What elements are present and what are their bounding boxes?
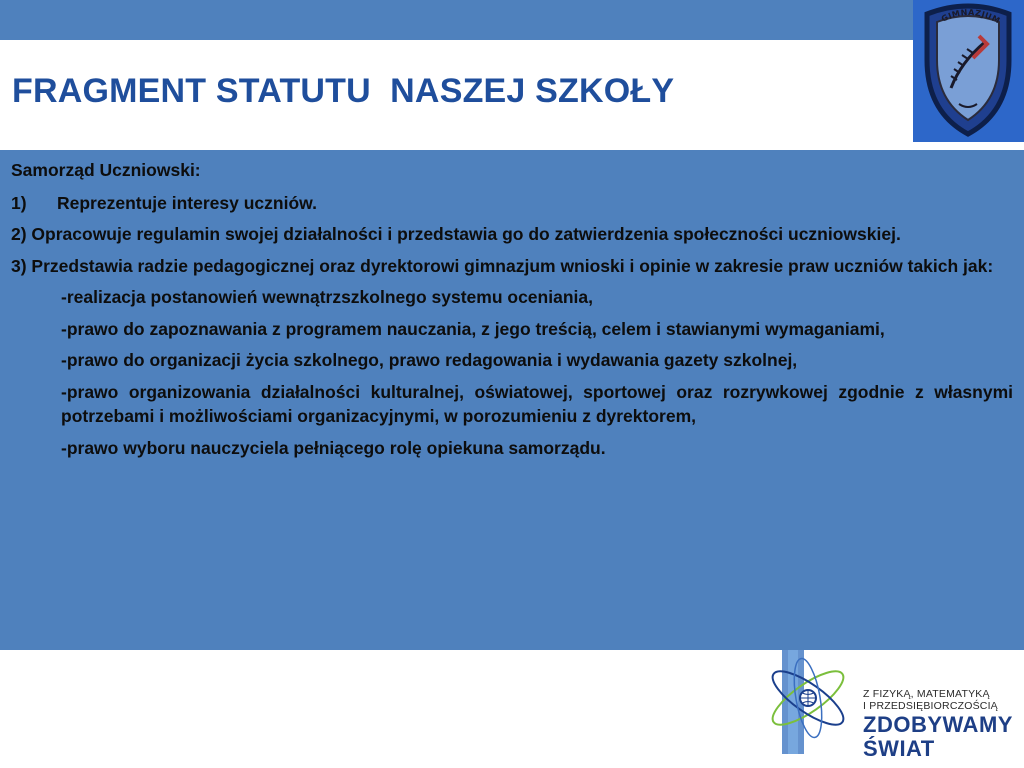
crest-image: [913, 0, 1024, 142]
logo-line-3: ZDOBYWAMY: [863, 712, 1013, 737]
point-2: 2) Opracowuje regulamin swojej działalności i przedstawia go do zatwierdzenia społeczności uczniowskiej.: [11, 224, 901, 244]
rights-item: -prawo do zapoznawania z programem nauczania, z jego treścią, celem i stawianymi wymaganiami,: [61, 318, 885, 339]
school-crest: [913, 0, 1024, 142]
rights-item: -realizacja postanowień wewnątrzszkolnego systemu oceniania,: [61, 287, 593, 307]
logo-line-1: Z FIZYKĄ, MATEMATYKĄ: [863, 688, 990, 700]
rights-list: [11, 285, 1013, 460]
statute-content: [11, 158, 1013, 467]
rights-item: -prawo wyboru nauczyciela pełniącego rolę opiekuna samorządu.: [61, 437, 606, 458]
top-band: [0, 0, 1024, 40]
project-logo: [768, 648, 1024, 768]
point-1-text: Reprezentuje interesy uczniów.: [57, 192, 317, 213]
rights-item: -prawo do organizacji życia szkolnego, prawo redagowania i wydawania gazety szkolnej,: [61, 350, 798, 370]
logo-line-2: I PRZEDSIĘBIORCZOŚCIĄ: [863, 700, 998, 712]
rights-item: -prawo organizowania działalności kulturalnej, oświatowej, sportowej oraz rozrywkowej zgodnie z własnymi potrzebami i możliwościami organizacyjnymi, w porozumieniu z dyrektorem,: [61, 381, 1013, 426]
point-1: [11, 191, 1013, 216]
point-3: 3) Przedstawia radzie pedagogicznej oraz dyrektorowi gimnazjum wnioski i opinie w zakresie praw uczniów takich jak:: [11, 255, 994, 276]
section-heading: Samorząd Uczniowski:: [11, 160, 201, 180]
page-title: FRAGMENT STATUTU NASZEJ SZKOŁY: [12, 72, 675, 110]
point-1-number: 1): [11, 192, 27, 213]
atom-globe-icon: [768, 648, 868, 768]
crest-label: GIMNAZJUM: [940, 7, 1002, 26]
logo-line-4: ŚWIAT: [863, 736, 935, 761]
